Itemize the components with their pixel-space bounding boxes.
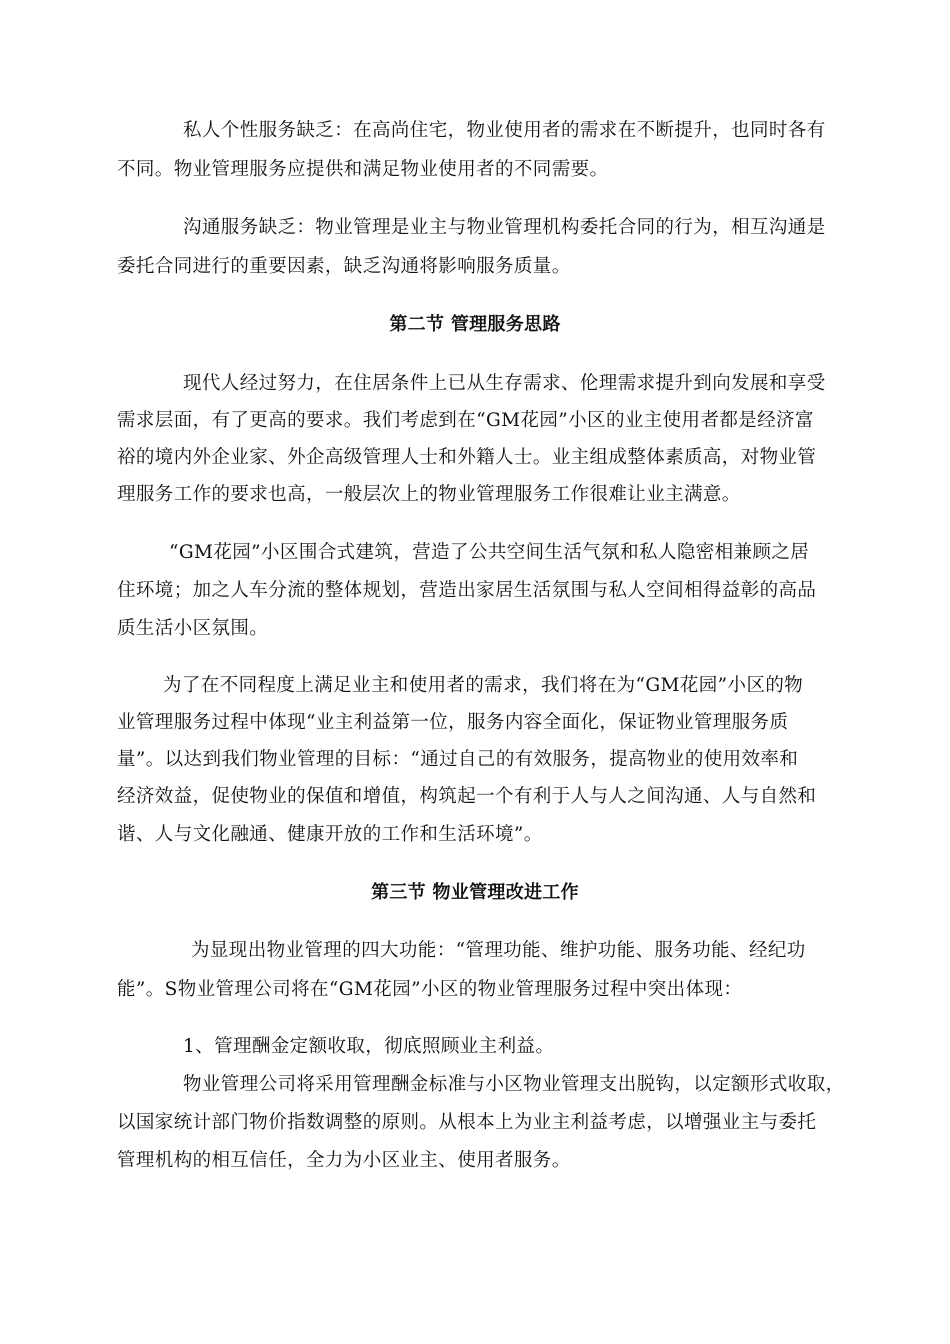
paragraph-communication-line-2: 委托合同进行的重要因素，缺乏沟通将影响服务质量。 bbox=[117, 256, 571, 277]
paragraph-modern-people-line-4: 理服务工作的要求也高，一般层次上的物业管理服务工作很难让业主满意。 bbox=[117, 484, 741, 505]
paragraph-fee-line-3: 管理机构的相互信任，全力为小区业主、使用者服务。 bbox=[117, 1150, 571, 1171]
paragraph-four-functions-line-2: 能”。S物业管理公司将在“GM花园”小区的物业管理服务过程中突出体现： bbox=[117, 979, 743, 1000]
paragraph-garden-building-line-2: 住环境；加之人车分流的整体规划，营造出家居生活氛围与私人空间相得益彰的高品 bbox=[117, 580, 817, 601]
section-heading-3: 第三节 物业管理改进工作 bbox=[371, 882, 579, 903]
paragraph-private-service-line-1: 私人个性服务缺乏：在高尚住宅，物业使用者的需求在不断提升，也同时各有 bbox=[183, 120, 826, 141]
paragraph-owner-needs-line-1: 为了在不同程度上满足业主和使用者的需求，我们将在为“GM花园”小区的物 bbox=[163, 675, 804, 696]
paragraph-owner-needs-line-3: 量”。以达到我们物业管理的目标：“通过自己的有效服务，提高物业的使用效率和 bbox=[117, 749, 799, 770]
paragraph-communication-line-1: 沟通服务缺乏：物业管理是业主与物业管理机构委托合同的行为，相互沟通是 bbox=[183, 217, 826, 238]
paragraph-garden-building-line-1: “GM花园”小区围合式建筑，营造了公共空间生活气氛和私人隐密相兼顾之居 bbox=[169, 542, 810, 563]
paragraph-modern-people-line-1: 现代人经过努力，在住居条件上已从生存需求、伦理需求提升到向发展和享受 bbox=[183, 373, 826, 394]
paragraph-four-functions-line-1: 为显现出物业管理的四大功能：“管理功能、维护功能、服务功能、经纪功 bbox=[191, 940, 806, 961]
paragraph-owner-needs-line-5: 谐、人与文化融通、健康开放的工作和生活环境”。 bbox=[117, 824, 543, 845]
paragraph-owner-needs-line-2: 业管理服务过程中体现“业主利益第一位，服务内容全面化，保证物业管理服务质 bbox=[117, 712, 789, 733]
paragraph-modern-people-line-3: 裕的境内外企业家、外企高级管理人士和外籍人士。业主组成整体素质高，对物业管 bbox=[117, 447, 817, 468]
paragraph-fee-line-2: 以国家统计部门物价指数调整的原则。从根本上为业主利益考虑，以增强业主与委托 bbox=[117, 1112, 817, 1133]
section-heading-2: 第二节 管理服务思路 bbox=[389, 314, 561, 335]
list-item-1: 1、管理酬金定额收取，彻底照顾业主利益。 bbox=[183, 1036, 555, 1057]
paragraph-modern-people-line-2: 需求层面，有了更高的要求。我们考虑到在“GM花园”小区的业主使用者都是经济富 bbox=[117, 410, 814, 431]
paragraph-owner-needs-line-4: 经济效益，促使物业的保值和增值，构筑起一个有利于人与人之间沟通、人与自然和 bbox=[117, 786, 817, 807]
paragraph-garden-building-line-3: 质生活小区氛围。 bbox=[117, 618, 269, 639]
paragraph-private-service-line-2: 不同。物业管理服务应提供和满足物业使用者的不同需要。 bbox=[117, 159, 609, 180]
paragraph-fee-line-1: 物业管理公司将采用管理酬金标准与小区物业管理支出脱钩，以定额形式收取， bbox=[183, 1074, 845, 1095]
